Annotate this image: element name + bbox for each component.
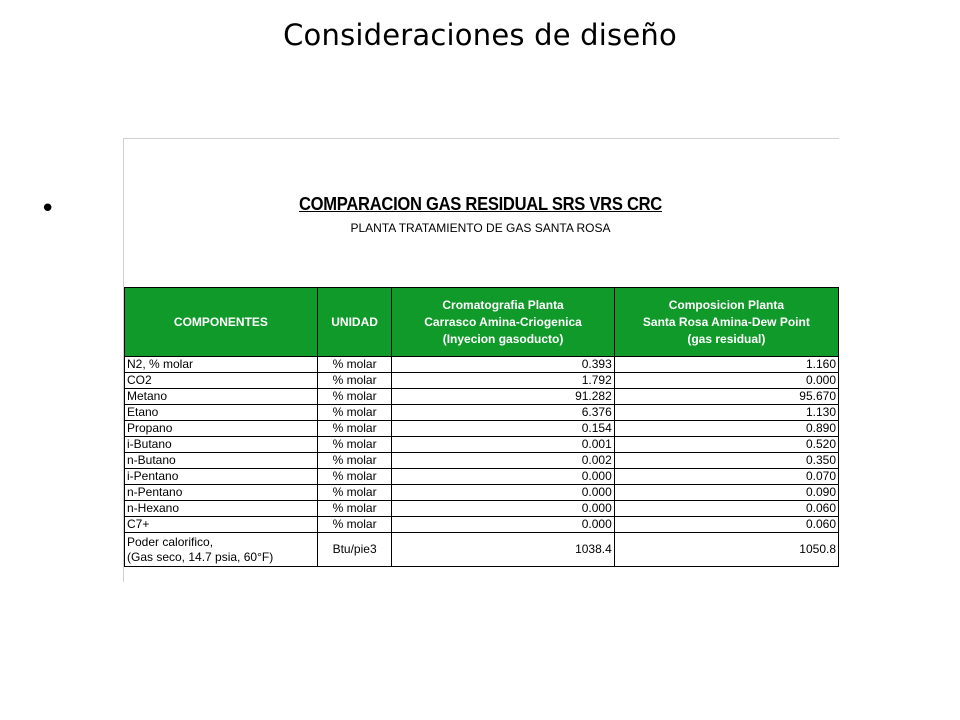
cell-unidad: % molar xyxy=(317,373,391,389)
cell-crc: 0.000 xyxy=(392,469,614,485)
cell-componente: n-Hexano xyxy=(125,501,318,517)
table-row xyxy=(125,405,839,421)
cell-componente: Etano xyxy=(125,405,318,421)
cell-srs: 0.520 xyxy=(614,437,838,453)
cell-componente: i-Butano xyxy=(125,437,318,453)
cell-componente: n-Butano xyxy=(125,453,318,469)
cell-componente: i-Pentano xyxy=(125,469,318,485)
header-crc-line3: (Inyecion gasoducto) xyxy=(442,331,564,346)
cell-poder-unidad: Btu/pie3 xyxy=(317,533,391,567)
table-row xyxy=(125,469,839,485)
cell-srs: 0.070 xyxy=(614,469,838,485)
cell-srs: 1.160 xyxy=(614,357,838,373)
table-row xyxy=(125,437,839,453)
bullet-point: • xyxy=(40,194,56,224)
slide-title: Consideraciones de diseño xyxy=(283,18,677,52)
cell-srs: 0.890 xyxy=(614,421,838,437)
cell-unidad: % molar xyxy=(317,421,391,437)
cell-unidad: % molar xyxy=(317,485,391,501)
header-srs-line1: Composicion Planta xyxy=(668,297,785,312)
cell-crc: 0.393 xyxy=(392,357,614,373)
table-row xyxy=(125,373,839,389)
cell-crc: 0.000 xyxy=(392,501,614,517)
header-srs-line2: Santa Rosa Amina-Dew Point xyxy=(642,314,810,329)
cell-poder-crc: 1038.4 xyxy=(392,533,614,567)
spreadsheet-subtitle: PLANTA TRATAMIENTO DE GAS SANTA ROSA xyxy=(350,221,611,235)
cell-srs: 0.060 xyxy=(614,501,838,517)
cell-unidad: % molar xyxy=(317,405,391,421)
table-row xyxy=(125,389,839,405)
cell-unidad: % molar xyxy=(317,501,391,517)
table-body xyxy=(125,357,839,567)
table-row-poder-calorifico xyxy=(125,533,839,567)
spreadsheet-image xyxy=(123,138,839,582)
cell-poder-srs: 1050.8 xyxy=(614,533,838,567)
cell-crc: 0.000 xyxy=(392,517,614,533)
poder-label-line1: Poder calorifico, xyxy=(127,534,214,549)
cell-unidad: % molar xyxy=(317,357,391,373)
spreadsheet-title: COMPARACION GAS RESIDUAL SRS VRS CRC xyxy=(298,194,662,214)
cell-unidad: % molar xyxy=(317,517,391,533)
cell-crc: 0.001 xyxy=(392,437,614,453)
cell-componente: N2, % molar xyxy=(125,357,318,373)
cell-srs: 0.090 xyxy=(614,485,838,501)
header-componentes: COMPONENTES xyxy=(125,288,318,357)
cell-poder-label xyxy=(125,533,318,567)
comparison-table xyxy=(124,287,839,567)
cell-crc: 6.376 xyxy=(392,405,614,421)
cell-srs: 95.670 xyxy=(614,389,838,405)
cell-crc: 0.002 xyxy=(392,453,614,469)
poder-label-line2: (Gas seco, 14.7 psia, 60°F) xyxy=(127,549,274,564)
cell-componente: Propano xyxy=(125,421,318,437)
cell-componente: CO2 xyxy=(125,373,318,389)
header-crc xyxy=(392,288,614,357)
header-crc-line2: Carrasco Amina-Criogenica xyxy=(424,314,582,329)
table-row xyxy=(125,501,839,517)
spreadsheet-header xyxy=(124,139,837,287)
cell-componente: Metano xyxy=(125,389,318,405)
table-row xyxy=(125,485,839,501)
cell-crc: 0.000 xyxy=(392,485,614,501)
table-row xyxy=(125,421,839,437)
header-crc-line1: Cromatografia Planta xyxy=(442,297,564,312)
cell-srs: 0.350 xyxy=(614,453,838,469)
header-srs-line3: (gas residual) xyxy=(687,331,766,346)
cell-unidad: % molar xyxy=(317,453,391,469)
header-srs xyxy=(614,288,838,357)
cell-crc: 91.282 xyxy=(392,389,614,405)
cell-componente: n-Pentano xyxy=(125,485,318,501)
cell-componente: C7+ xyxy=(125,517,318,533)
cell-crc: 1.792 xyxy=(392,373,614,389)
cell-unidad: % molar xyxy=(317,469,391,485)
table-header-row xyxy=(125,288,839,357)
cell-crc: 0.154 xyxy=(392,421,614,437)
cell-srs: 0.060 xyxy=(614,517,838,533)
cell-srs: 1.130 xyxy=(614,405,838,421)
header-unidad: UNIDAD xyxy=(317,288,391,357)
cell-unidad: % molar xyxy=(317,437,391,453)
cell-unidad: % molar xyxy=(317,389,391,405)
cell-srs: 0.000 xyxy=(614,373,838,389)
table-row xyxy=(125,453,839,469)
table-row xyxy=(125,357,839,373)
table-row xyxy=(125,517,839,533)
